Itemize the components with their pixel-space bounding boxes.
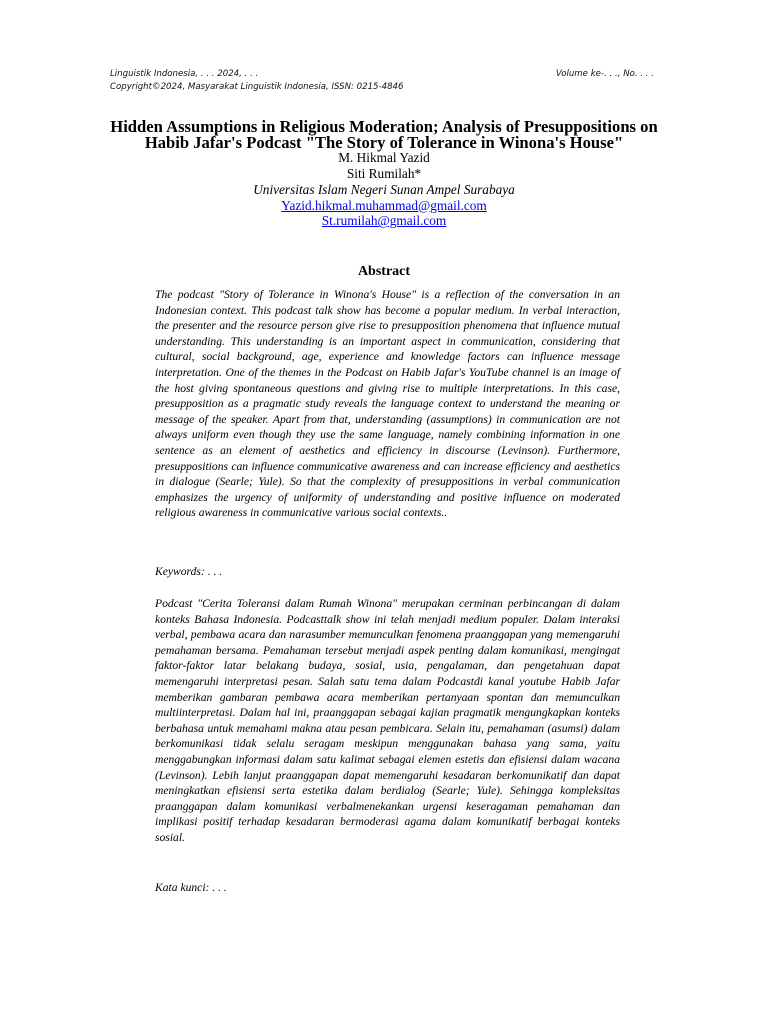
author-email-link[interactable]: Yazid.hikmal.muhammad@gmail.com xyxy=(281,197,487,213)
keywords-indonesian: Kata kunci: . . . xyxy=(155,881,227,894)
keywords-english: Keywords: . . . xyxy=(155,565,223,578)
volume-number: Volume ke-. . ., No. . . . xyxy=(555,69,654,79)
header-row xyxy=(110,68,654,81)
abstract-indonesian: Podcast "Cerita Toleransi dalam Rumah Winona" merupakan cerminan perbincangan di dalam konteks Bahasa Indonesia. Podcasttalk show ini telah menjadi medium populer. Dalam interaksi verbal, pembawa acara dan narasumber memunculkan fenomena praanggapan yang memengaruhi pemahaman bersama. Pemahaman tersebut menjadi aspek penting dalam komunikasi, mengingat faktor-faktor latar belakang budaya, sosial, usia, pengalaman, dan pengetahuan dapat memengaruhi interpretasi pesan. Salah satu tema dalam Podcastdi kanal youtube Habib Jafar memberikan gambaran pembawa acara memberikan pertanyaan spontan dan memunculkan multiinterpretasi. Dalam hal ini, praanggapan sebagai kajian pragmatik mengungkapkan konteks berbahasa untuk memahami makna atau pesan pembicara. Selain itu, pemahaman (asumsi) dalam berkomunikasi tidak selalu seragam meskipun menggunakan bahasa yang sama, yaitu menggabungkan informasi dalam satu kalimat sebagai elemen estetis dan efisiensi dalam wacana (Levinson). Lebih lanjut praanggapan dapat memengaruhi kesadaran berkomunikatif dan dapat meningkatkan efisiensi serta estetika dalam berdialog (Searle; Yule). Sehingga kompleksitas praanggapan dalam komunikasi verbalmenekankan urgensi keseragaman pemahaman dan implikasi positif terhadap kesadaran bermoderasi agama dalam komunikatif berbagai konteks sosial. xyxy=(155,597,620,844)
author-name: M. Hikmal Yazid xyxy=(338,150,430,166)
author-affiliation: Universitas Islam Negeri Sunan Ampel Surabaya xyxy=(253,181,515,197)
author-email-link[interactable]: St.rumilah@gmail.com xyxy=(321,213,447,229)
paper-title: Hidden Assumptions in Religious Moderation; Analysis of Presuppositions on Habib Jafar's Podcast "The Story of Tolerance in Winona's House" xyxy=(110,117,658,152)
copyright-line: Copyright©2024, Masyarakat Linguistik Indonesia, ISSN: 0215-4846 xyxy=(110,82,404,92)
journal-citation: Linguistik Indonesia, . . . 2024, . . . xyxy=(110,69,259,79)
author-name: Siti Rumilah* xyxy=(346,165,422,181)
title-block xyxy=(100,119,668,229)
running-header xyxy=(110,68,654,94)
abstract-heading: Abstract xyxy=(357,264,411,279)
abstract-english: The podcast "Story of Tolerance in Winona's House" is a reflection of the conversation in an Indonesian context. This podcast talk show has become a popular medium. In verbal interaction, the presenter and the resource person give rise to presupposition phenomena that influence mutual understanding. This understanding is an important aspect in communication, considering that cultural, social background, age, experience and knowledge factors can influence message interpretation. One of the themes in the Podcast on Habib Jafar's YouTube channel is an image of the host giving spontaneous questions and giving rise to multiple interpretations. In this case, presupposition as a pragmatic study reveals the language context to understand the meaning or message of the speaker. Apart from that, understanding (assumptions) in communication are not always uniform even though they use the same language, namely combining information in one sentence as an element of aesthetics and efficiency in discourse (Levinson). Furthermore, presuppositions can influence communicative awareness and can increase efficiency and aesthetics in dialogue (Searle; Yule). So that the complexity of presuppositions in verbal communication emphasizes the urgency of uniformity of understanding and positive influence on moderated religious awareness in communicative various social contexts.. xyxy=(155,288,620,520)
